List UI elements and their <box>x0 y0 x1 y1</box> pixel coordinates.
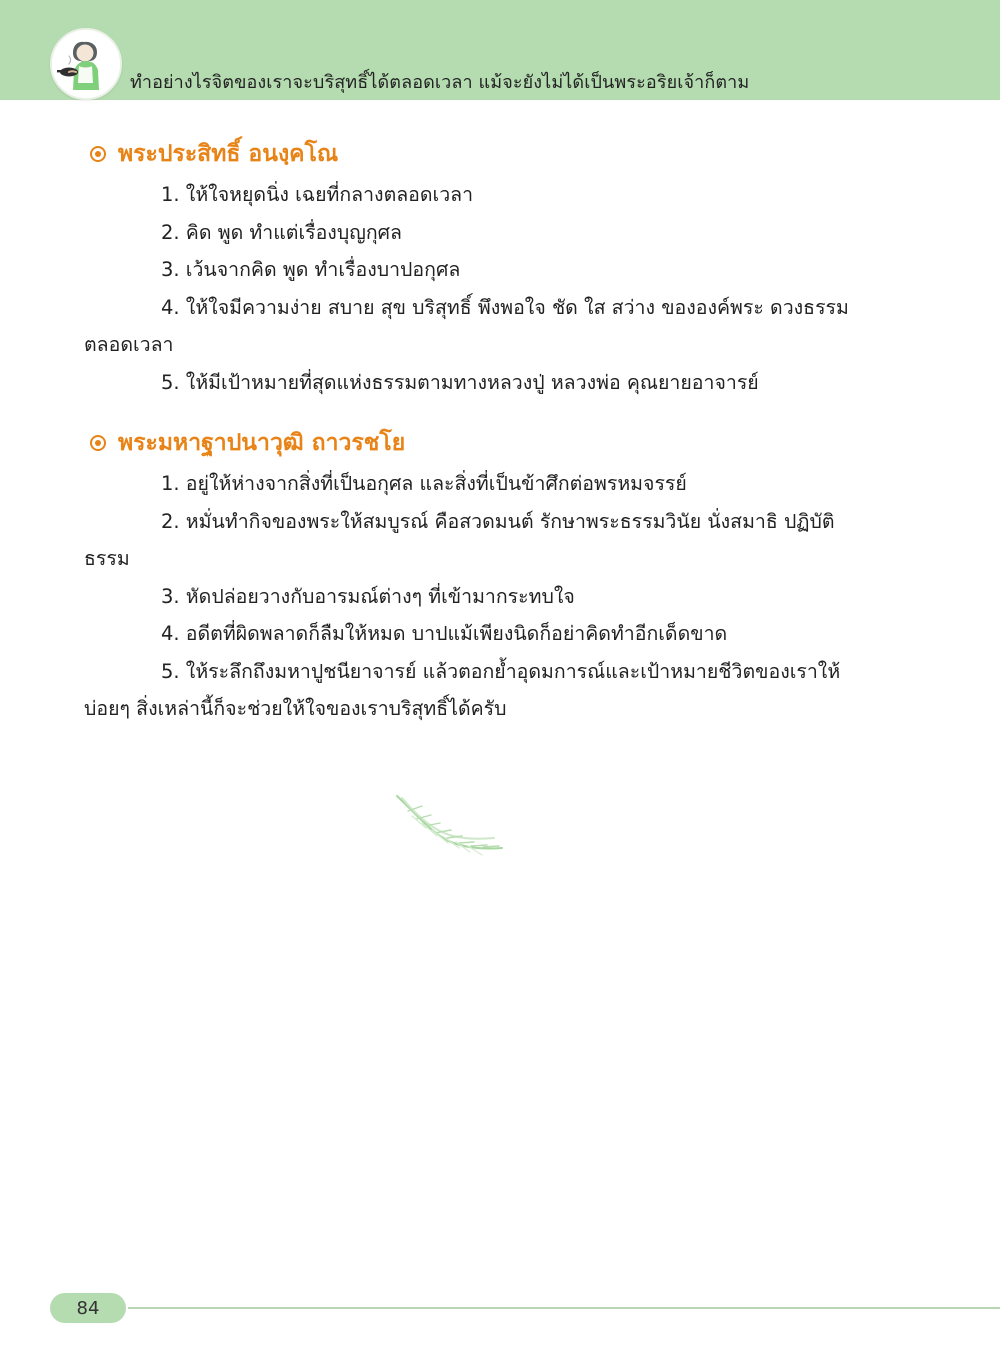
section-heading-text-2: พระมหาฐาปนาวุฒิ ถาวรชโย <box>118 430 406 457</box>
header-title: ทำอย่างไรจิตของเราจะบริสุทธิ์ได้ตลอดเวลา แม้จะยังไม่ได้เป็นพระอริยเจ้าก็ตาม <box>130 72 750 93</box>
section-2 <box>84 427 864 728</box>
list-item-2-4: 4. อดีตที่ผิดพลาดก็ลืมให้หมด บาปแม้เพียงนิดก็อย่าคิดทำอีกเด็ดขาด <box>161 622 728 646</box>
list-item-2-5: 5. ให้ระลึกถึงมหาปูชนียาจารย์ แล้วตอกย้ำอุดมการณ์และเป้าหมายชีวิตของเราให้บ่อยๆ สิ่งเหล่านี้ก็จะช่วยให้ใจของเราบริสุทธิ์ได้ครับ <box>84 659 841 721</box>
list-item-2-3: 3. หัดปล่อยวางกับอารมณ์ต่างๆ ที่เข้ามากระทบใจ <box>161 584 575 608</box>
page-number: 84 <box>76 1297 100 1319</box>
section-heading-2 <box>84 427 864 459</box>
list-item-2-2: 2. หมั่นทำกิจของพระให้สมบูรณ์ คือสวดมนต์ รักษาพระธรรมวินัย นั่งสมาธิ ปฏิบัติธรรม <box>84 509 835 571</box>
double-circle-bullet-icon <box>90 435 106 451</box>
cooking-woman-avatar <box>50 28 122 100</box>
section-1 <box>84 138 864 401</box>
list-item-1-3: 3. เว้นจากคิด พูด ทำเรื่องบาปอกุศล <box>161 258 461 282</box>
list-item-1-5: 5. ให้มีเป้าหมายที่สุดแห่งธรรมตามทางหลวงปู่ หลวงพ่อ คุณยายอาจารย์ <box>161 370 759 394</box>
content-main <box>84 138 864 728</box>
list-item-1-4: 4. ให้ใจมีความง่าย สบาย สุข บริสุทธิ์ พึงพอใจ ชัด ใส สว่าง ขององค์พระ ดวงธรรม ตลอดเวลา <box>84 295 849 357</box>
section-heading-1 <box>84 138 864 170</box>
list-item-1-2: 2. คิด พูด ทำแต่เรื่องบุญกุศล <box>161 220 402 244</box>
list-item-2-1: 1. อยู่ให้ห่างจากสิ่งที่เป็นอกุศล และสิ่งที่เป็นข้าศึกต่อพรหมจรรย์ <box>161 472 687 496</box>
list-item-1-1: 1. ให้ใจหยุดนิ่ง เฉยที่กลางตลอดเวลา <box>161 183 474 207</box>
page-number-badge <box>50 1293 126 1323</box>
feather-icon <box>392 788 518 868</box>
footer-divider <box>128 1307 1000 1309</box>
section-heading-text-1: พระประสิทธิ์ อนงฺคโณ <box>118 141 339 167</box>
double-circle-bullet-icon <box>90 146 106 162</box>
